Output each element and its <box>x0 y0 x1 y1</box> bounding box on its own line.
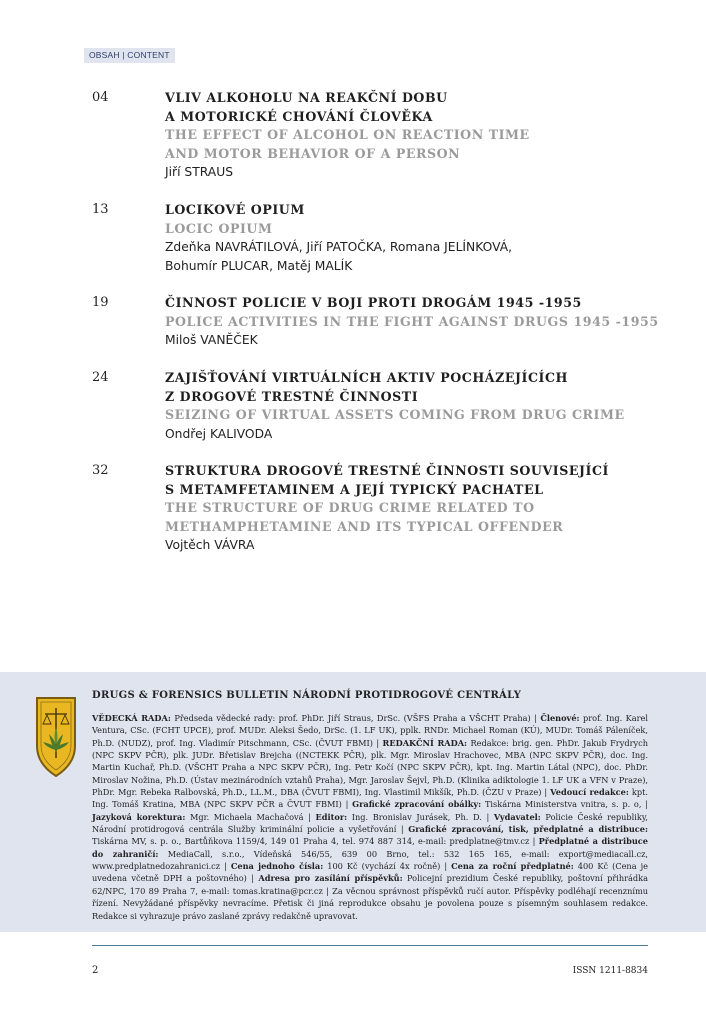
entry-title-en: POLICE ACTIVITIES IN THE FIGHT AGAINST DRUGS 1945 -1955 <box>165 313 659 329</box>
entry-page-number: 04 <box>92 90 109 105</box>
issn: ISSN 1211-8834 <box>572 966 648 976</box>
imprint-label: REDAKČNÍ RADA: <box>382 737 468 748</box>
entry-title-cz: S METAMFETAMINEM A JEJÍ TYPICKÝ PACHATEL <box>165 481 544 497</box>
entry-title-cz: LOCIKOVÉ OPIUM <box>165 202 305 217</box>
entry-title-en: THE STRUCTURE OF DRUG CRIME RELATED TO <box>165 500 535 515</box>
imprint-value: Předseda vědecké rady: prof. PhDr. Jiří Straus, DrSc. (VŠFS Praha a VŠCHT Praha) | <box>170 713 541 723</box>
imprint-label: Jazyková korektura: <box>92 811 186 822</box>
imprint-value: MediaCall, s.r.o., Vídeňská 546/55, 639 00 Brno, tel.: 532 165 165, e-mail: export@mediacall.cz, www.predplatnedozahranici.cz | <box>92 848 648 872</box>
imprint-label: Členové: <box>540 713 580 723</box>
entry-authors: Miloš VANĚČEK <box>165 333 258 347</box>
page-number: 2 <box>92 965 99 976</box>
imprint-value: Policie České republiky, Národní protidrogová centrála Služby kriminální policie a vyšetřování | <box>92 811 648 835</box>
imprint-label: Adresa pro zasílání příspěvků: <box>258 873 403 884</box>
imprint-value: Tiskárna MV, s. p. o., Bartůňkova 1159/4, 149 01 Praha 4, tel. 974 887 314, e-mail: predplatne@tmv.cz | <box>92 836 539 847</box>
imprint-text <box>92 712 648 922</box>
imprint-label: Cena za roční předplatné: <box>451 861 574 872</box>
imprint-label: Vydavatel: <box>493 811 541 822</box>
imprint-label: Předplatné a distribuce do zahraničí: <box>92 836 648 859</box>
entry-page-number: 32 <box>92 463 109 478</box>
police-shield-logo-icon <box>33 694 79 780</box>
imprint-value: Redakce: brig. gen. PhDr. Jakub Frydrych (NPC SKPV PČR), plk. JUDr. Břetislav Brejcha ((NCTEKK PČR), plk. Mgr. Miroslav Hrachovec, MBA (NPC SKPV PČR), doc. Ing. Martin Kuchař, Ph.D. (VŠCHT Praha a NPC SKPV PČR), Ing. Petr Kočí (NPC SKPV PČR), kpt. Ing. Martin Látal (NPC), doc. PhDr. Miroslav Nožina, Ph.D. (Ústav mezinárodních vztahů Praha), Mgr. Jaroslav Šejvl, Ph.D. (Klinika adiktologie 1. LF UK a VFN v Praze), PhDr. Mgr. Rebeka Ralbovská, Ph.D., LL.M., DBA (ČVUT FBMI), Ing. Vlastimil Mikšík, Ph.D. (ČZU v Praze) | <box>92 737 648 798</box>
footer-rule <box>92 945 648 946</box>
entry-title-en: METHAMPHETAMINE AND ITS TYPICAL OFFENDER <box>165 518 564 534</box>
entry-authors: Vojtěch VÁVRA <box>165 538 255 552</box>
entry-title-cz: ZAJIŠŤOVÁNÍ VIRTUÁLNÍCH AKTIV POCHÁZEJÍCÍCH <box>165 370 568 385</box>
imprint-label: Grafické zpracování, tisk, předplatné a distribuce: <box>408 824 649 835</box>
entry-title-en: AND MOTOR BEHAVIOR OF A PERSON <box>165 145 461 161</box>
entry-page-number: 13 <box>92 202 109 217</box>
entry-title-cz: A MOTORICKÉ CHOVÁNÍ ČLOVĚKA <box>165 108 433 124</box>
entry-page-number: 19 <box>92 295 109 310</box>
imprint-label: Editor: <box>315 811 348 822</box>
imprint-value: 100 Kč (vychází 4x ročně) | <box>323 861 452 872</box>
imprint-value: kpt. Ing. Tomáš Kratina, MBA (NPC SKPV PČR a ČVUT FBMI) | <box>92 787 648 810</box>
entry-authors: Ondřej KALIVODA <box>165 426 273 441</box>
entry-authors: Zdeňka NAVRÁTILOVÁ, Jiří PATOČKA, Romana JELÍNKOVÁ, <box>165 240 513 254</box>
imprint-label: VĚDECKÁ RADA: <box>92 713 171 723</box>
entry-title-cz: STRUKTURA DROGOVÉ TRESTNÉ ČINNOSTI SOUVISEJÍCÍ <box>165 463 609 478</box>
imprint-value: 400 Kč (Cena je uvedena včetně DPH a poštovného) | <box>92 861 648 884</box>
entry-authors: Jiří STRAUS <box>165 165 234 179</box>
imprint-value: Policejní prezidium České republiky, poštovní přihrádka 62/NPC, 170 89 Praha 7, e-mail: tomas.kratina@pcr.cz | Za věcnou správnost příspěvků ručí autor. Příspěvky podléhají recenznímu řízení. Nevyžádané příspěvky nevracíme. Přetisk či jiná reprodukce obsahu je povolena pouze s písemným souhlasem redakce. Redakce si vyhrazuje právo zaslané zprávy redakčně upravovat. <box>92 873 649 921</box>
section-tag: OBSAH | CONTENT <box>84 48 175 63</box>
imprint-label: Vedoucí redakce: <box>550 787 629 798</box>
entry-title-cz: ČINNOST POLICIE V BOJI PROTI DROGÁM 1945 -1955 <box>165 295 582 310</box>
imprint-label: Grafické zpracování obálky: <box>352 799 482 810</box>
entry-title-cz: VLIV ALKOHOLU NA REAKČNÍ DOBU <box>165 90 448 105</box>
entry-title-cz: Z DROGOVÉ TRESTNÉ ČINNOSTI <box>165 388 419 404</box>
imprint-label: Cena jednoho čísla: <box>230 861 324 872</box>
imprint-value: Ing. Bronislav Jurásek, Ph. D. | <box>347 811 494 822</box>
entry-authors: Bohumír PLUCAR, Matěj MALÍK <box>165 258 353 273</box>
imprint-value: Tiskárna Ministerstva vnitra, s. p. o, | <box>481 799 648 810</box>
entry-title-en: SEIZING OF VIRTUAL ASSETS COMING FROM DRUG CRIME <box>165 407 625 422</box>
entry-title-en: THE EFFECT OF ALCOHOL ON REACTION TIME <box>165 127 530 142</box>
imprint-value: Mgr. Michaela Machačová | <box>185 811 316 822</box>
bulletin-title: DRUGS & FORENSICS BULLETIN NÁRODNÍ PROTIDROGOVÉ CENTRÁLY <box>92 690 522 701</box>
entry-title-en: LOCIC OPIUM <box>165 220 273 236</box>
entry-page-number: 24 <box>92 370 109 385</box>
imprint-value: prof. Ing. Karel Ventura, CSc. (FCHT UPCE), prof. MUDr. Aleksi Šedo, DrSc. (1. LF UK), pplk. RNDr. Michael Roman (KÚ), MUDr. Tomáš Páleníček, Ph.D. (NUDZ), prof. Ing. Vladimír Pitschmann, CSc. (ČVUT FBMI) | <box>92 713 648 748</box>
